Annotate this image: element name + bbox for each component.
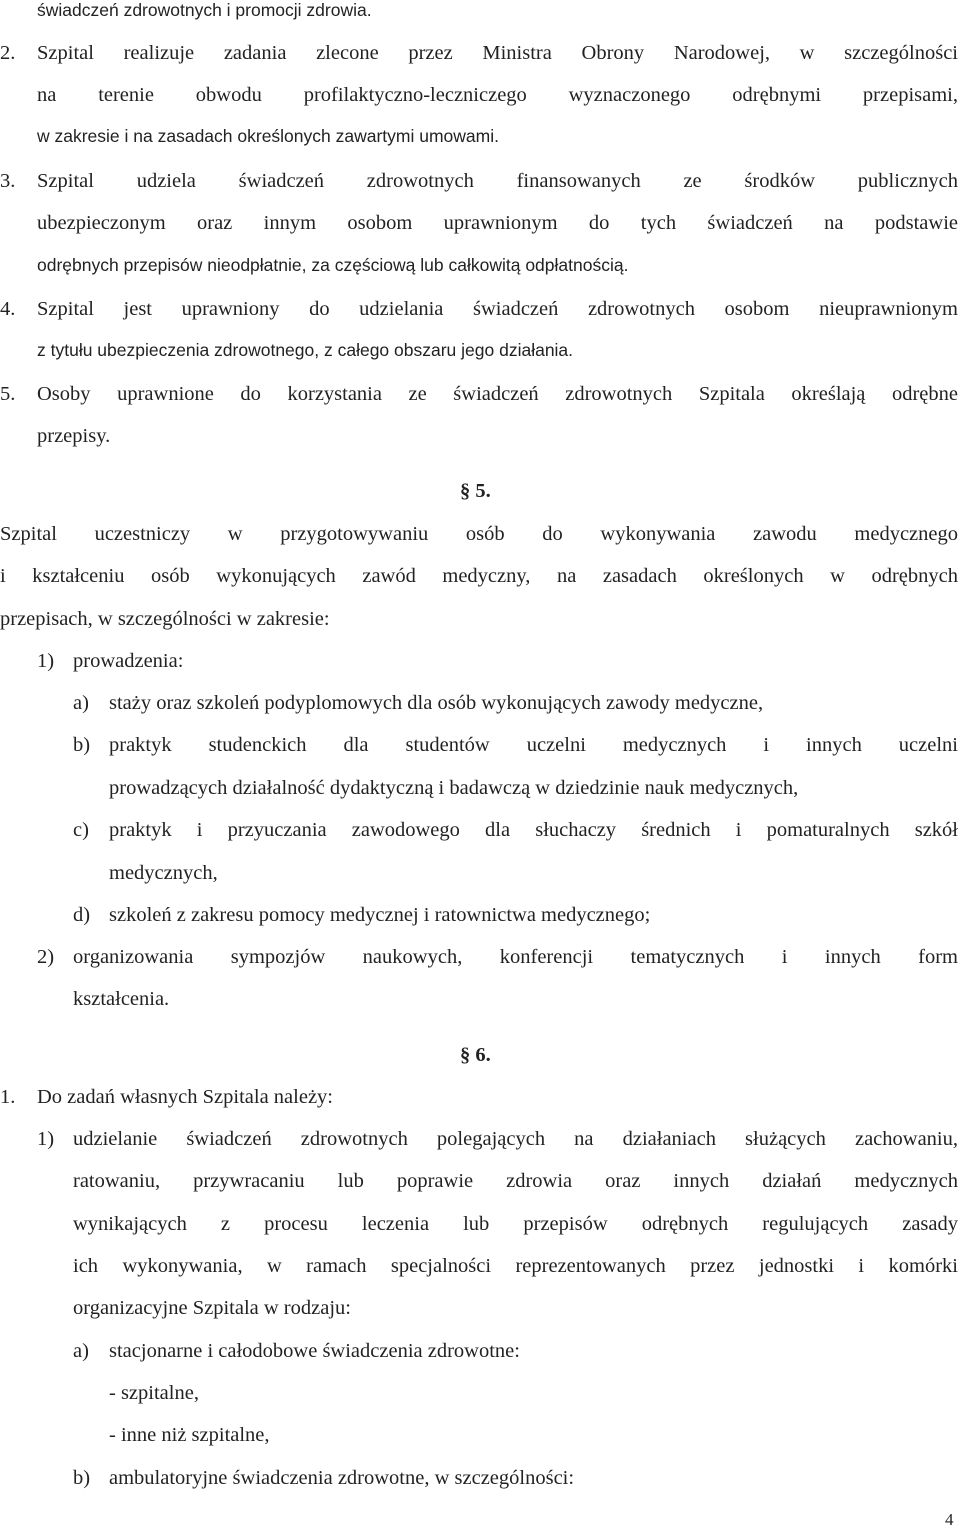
text-line: prowadzenia: <box>73 650 184 672</box>
text-line: organizowania sympozjów naukowych, konferencji tematycznych i innych form <box>73 946 958 968</box>
list-letter: d) <box>73 904 91 926</box>
text-line: szkoleń z zakresu pomocy medycznej i ratownictwa medycznego; <box>109 904 651 926</box>
list-letter: c) <box>73 819 89 841</box>
text-line: z tytułu ubezpieczenia zdrowotnego, z całego obszaru jego działania. <box>37 340 574 360</box>
list-number: 3. <box>0 170 16 192</box>
text-line: w zakresie i na zasadach określonych zawartymi umowami. <box>37 126 499 146</box>
text-line: Osoby uprawnione do korzystania ze świadczeń zdrowotnych Szpitala określają odrębne <box>37 383 958 405</box>
text-line: przepisy. <box>37 425 111 447</box>
list-number: 1) <box>37 1128 55 1150</box>
list-number: 1) <box>37 650 55 672</box>
text-line: - inne niż szpitalne, <box>109 1424 270 1446</box>
page-number: 4 <box>945 1510 954 1529</box>
text-line: odrębnych przepisów nieodpłatnie, za częściową lub całkowitą odpłatnością. <box>37 255 629 275</box>
text-line: organizacyjne Szpitala w rodzaju: <box>73 1297 351 1319</box>
text-line: Do zadań własnych Szpitala należy: <box>37 1086 333 1108</box>
text-line: Szpital uczestniczy w przygotowywaniu osób do wykonywania zawodu medycznego <box>0 523 958 545</box>
text-line: kształcenia. <box>73 988 170 1010</box>
list-letter: b) <box>73 734 91 756</box>
text-line: ich wykonywania, w ramach specjalności reprezentowanych przez jednostki i komórki <box>73 1255 958 1277</box>
list-letter: a) <box>73 692 89 714</box>
text-line: - szpitalne, <box>109 1382 199 1404</box>
section-heading: § 6. <box>460 1044 491 1066</box>
text-line: praktyk studenckich dla studentów uczelni medycznych i innych uczelni <box>109 734 958 756</box>
text-line: świadczeń zdrowotnych i promocji zdrowia. <box>37 0 372 20</box>
text-line: praktyk i przyuczania zawodowego dla słuchaczy średnich i pomaturalnych szkół <box>109 819 958 841</box>
text-line: na terenie obwodu profilaktyczno-leczniczego wyznaczonego odrębnymi przepisami, <box>37 84 958 106</box>
text-line: Szpital udziela świadczeń zdrowotnych finansowanych ze środków publicznych <box>37 170 958 192</box>
text-line: udzielanie świadczeń zdrowotnych polegających na działaniach służących zachowaniu, <box>73 1128 958 1150</box>
list-number: 4. <box>0 298 16 320</box>
text-line: wynikających z procesu leczenia lub przepisów odrębnych regulujących zasady <box>73 1213 958 1235</box>
list-letter: b) <box>73 1467 91 1489</box>
section-heading: § 5. <box>460 480 491 502</box>
list-number: 1. <box>0 1086 16 1108</box>
text-line: staży oraz szkoleń podyplomowych dla osób wykonujących zawody medyczne, <box>109 692 764 714</box>
text-line: Szpital realizuje zadania zlecone przez Ministra Obrony Narodowej, w szczególności <box>37 42 958 64</box>
list-number: 5. <box>0 383 16 405</box>
list-number: 2. <box>0 42 16 64</box>
text-line: Szpital jest uprawniony do udzielania świadczeń zdrowotnych osobom nieuprawnionym <box>37 298 958 320</box>
list-letter: a) <box>73 1340 89 1362</box>
text-line: ubezpieczonym oraz innym osobom uprawnionym do tych świadczeń na podstawie <box>37 212 958 234</box>
text-line: prowadzących działalność dydaktyczną i badawczą w dziedzinie nauk medycznych, <box>109 777 799 799</box>
text-line: stacjonarne i całodobowe świadczenia zdrowotne: <box>109 1340 520 1362</box>
list-number: 2) <box>37 946 55 968</box>
text-line: przepisach, w szczególności w zakresie: <box>0 608 330 630</box>
text-line: medycznych, <box>109 862 218 884</box>
text-line: i kształceniu osób wykonujących zawód medyczny, na zasadach określonych w odrębnych <box>0 565 958 587</box>
text-line: ratowaniu, przywracaniu lub poprawie zdrowia oraz innych działań medycznych <box>73 1170 958 1192</box>
text-line: ambulatoryjne świadczenia zdrowotne, w szczególności: <box>109 1467 575 1489</box>
